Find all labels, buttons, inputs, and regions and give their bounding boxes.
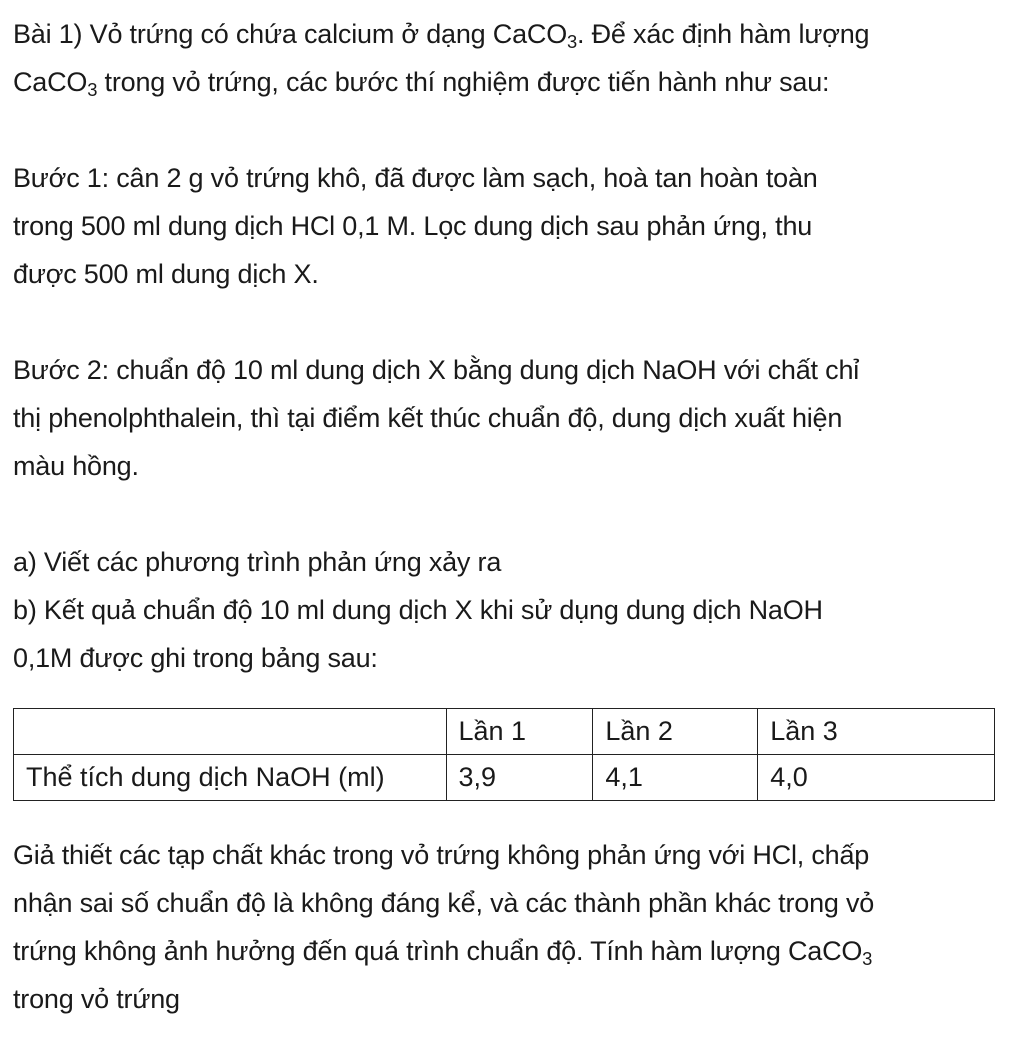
table-cell: 4,0	[758, 755, 995, 801]
conclusion-line: trong vỏ trứng	[13, 984, 180, 1014]
intro-line-2: CaCO$_3$ trong vỏ trứng, các bước thí nghiệm được tiến hành như sau:	[13, 67, 830, 101]
step-2-line: Bước 2: chuẩn độ 10 ml dung dịch X bằng dung dịch NaOH với chất chỉ	[13, 355, 860, 385]
table-header-row	[14, 709, 995, 755]
table-header-cell: Lần 2	[593, 709, 758, 755]
table-header-cell: Lần 1	[446, 709, 593, 755]
titration-table	[13, 708, 995, 801]
conclusion-line: nhận sai số chuẩn độ là không đáng kể, và các thành phần khác trong vỏ	[13, 888, 875, 918]
intro-line-1: Bài 1) Vỏ trứng có chứa calcium ở dạng CaCO$_3$. Để xác định hàm lượng	[13, 19, 870, 53]
conclusion-line: trứng không ảnh hưởng đến quá trình chuẩn độ. Tính hàm lượng CaCO$_3$	[13, 936, 873, 970]
table-header-cell: Lần 3	[758, 709, 995, 755]
table-row-label: Thể tích dung dịch NaOH (ml)	[14, 755, 447, 801]
conclusion-paragraph	[13, 831, 1003, 1023]
table-header-cell	[14, 709, 447, 755]
step-1-line: trong 500 ml dung dịch HCl 0,1 M. Lọc dung dịch sau phản ứng, thu	[13, 211, 813, 241]
step-1-line: được 500 ml dung dịch X.	[13, 259, 319, 289]
questions-block	[13, 538, 1003, 682]
step-2-line: thị phenolphthalein, thì tại điểm kết thúc chuẩn độ, dung dịch xuất hiện	[13, 403, 843, 433]
intro-paragraph	[13, 10, 1003, 106]
exercise-document	[13, 10, 1003, 1023]
table-cell: 4,1	[593, 755, 758, 801]
step-2-paragraph	[13, 346, 1003, 490]
question-b-line: 0,1M được ghi trong bảng sau:	[13, 643, 378, 673]
conclusion-line: Giả thiết các tạp chất khác trong vỏ trứng không phản ứng với HCl, chấp	[13, 840, 870, 870]
step-2-line: màu hồng.	[13, 451, 139, 481]
step-1-paragraph	[13, 154, 1003, 298]
question-a: a) Viết các phương trình phản ứng xảy ra	[13, 547, 502, 577]
table-cell: 3,9	[446, 755, 593, 801]
step-1-line: Bước 1: cân 2 g vỏ trứng khô, đã được làm sạch, hoà tan hoàn toàn	[13, 163, 818, 193]
table-row	[14, 755, 995, 801]
question-b-line: b) Kết quả chuẩn độ 10 ml dung dịch X khi sử dụng dung dịch NaOH	[13, 595, 823, 625]
